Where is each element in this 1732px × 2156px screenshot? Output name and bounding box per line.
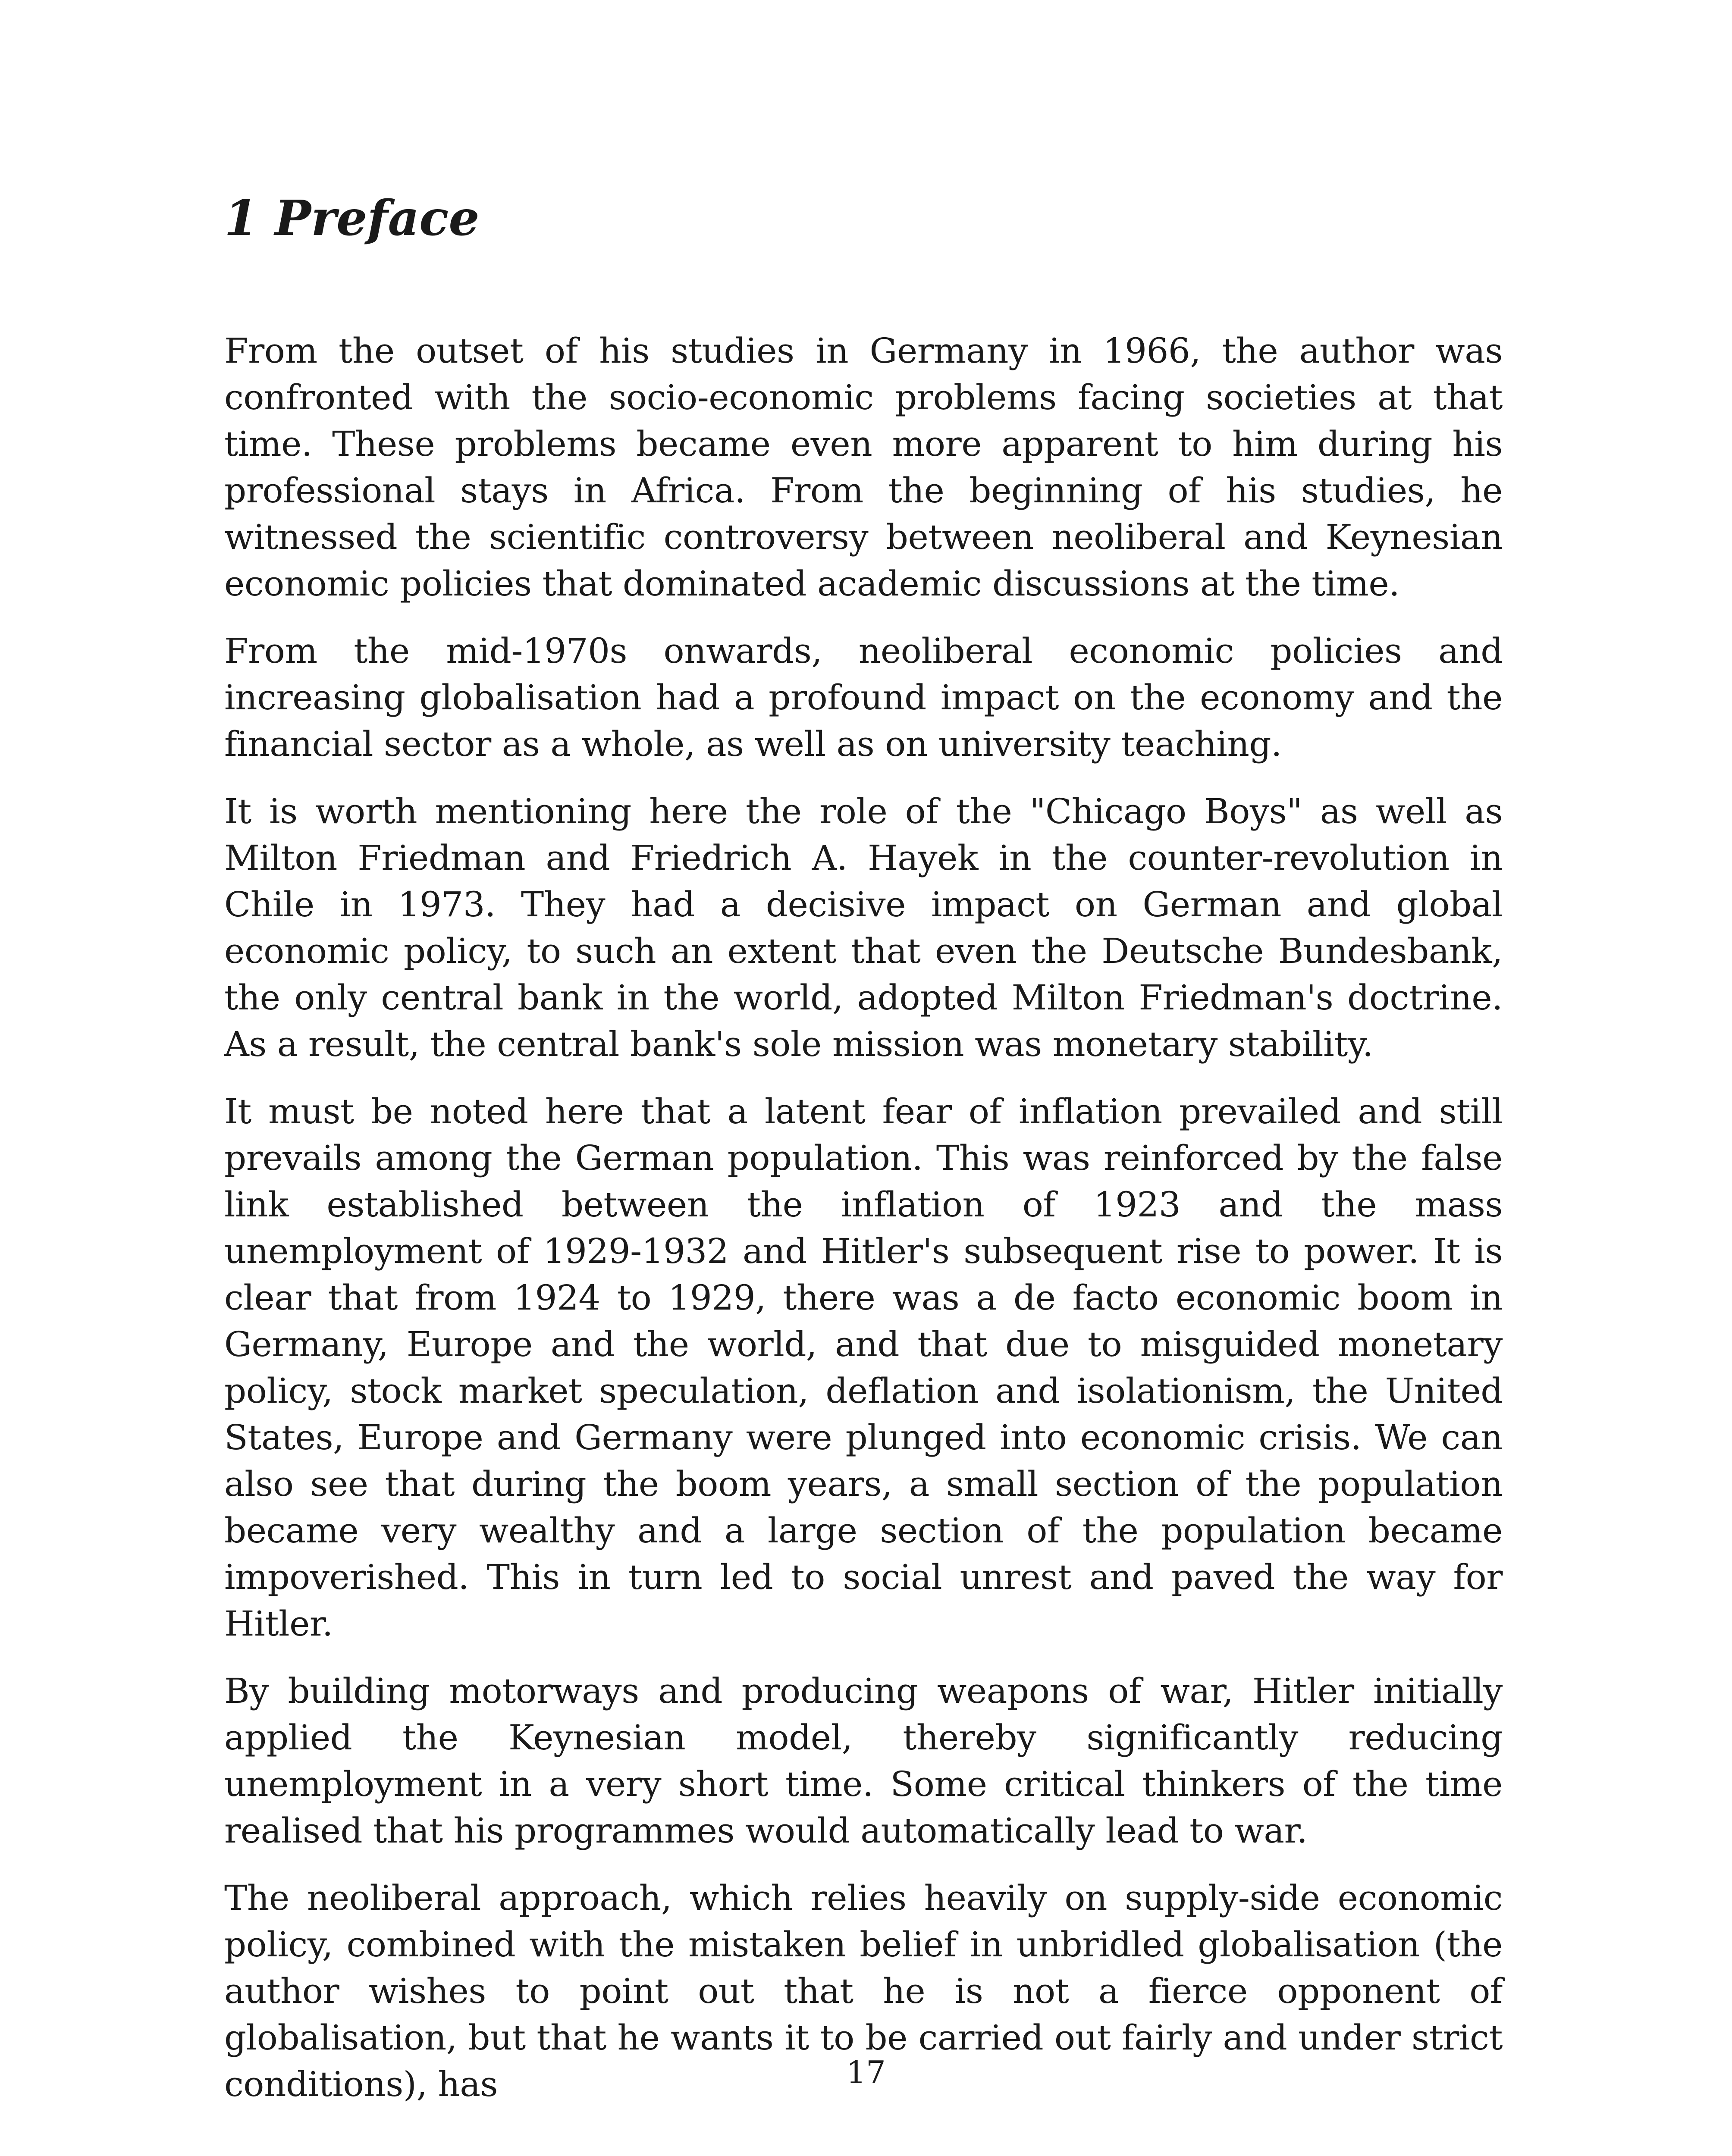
paragraph: The neoliberal approach, which relies heavily on supply-side economic policy, combined with the mistaken belief in unbridled globalisation (the author wishes to point out that he is not a fierce opponent of globalisation, but that he wants it to be carried out fairly and under strict conditions), has [224, 1878, 1503, 2104]
page-number: 17 [846, 2054, 886, 2090]
paragraph: From the mid-1970s onwards, neoliberal economic policies and increasing globalisation had a profound impact on the economy and the financial sector as a whole, as well as on university teaching. [224, 631, 1503, 764]
chapter-title: 1 Preface [224, 190, 480, 247]
paragraph: It must be noted here that a latent fear of inflation prevailed and still prevails among the German population. This was reinforced by the false link established between the inflation of 1923 and the mass unemployment of 1929-1932 and Hitler's subsequent rise to power. It is clear that from 1924 to 1929, there was a de facto economic boom in Germany, Europe and the world, and that due to misguided monetary policy, stock market speculation, deflation and isolationism, the United States, Europe and Germany were plunged into economic crisis. We can also see that during the boom years, a small section of the population became very wealthy and a large section of the population became impoverished. This in turn led to social unrest and paved the way for Hitler. [224, 1091, 1503, 1644]
body-text [224, 328, 1503, 2128]
paragraph: It is worth mentioning here the role of the "Chicago Boys" as well as Milton Friedman and Friedrich A. Hayek in the counter-revolution in Chile in 1973. They had a decisive impact on German and global economic policy, to such an extent that even the Deutsche Bundesbank, the only central bank in the world, adopted Milton Friedman's doctrine. As a result, the central bank's sole mission was monetary stability. [224, 791, 1503, 1064]
paragraph: From the outset of his studies in Germany in 1966, the author was confronted with the socio-economic problems facing societies at that time. These problems became even more apparent to him during his professional stays in Africa. From the beginning of his studies, he witnessed the scientific controversy between neoliberal and Keynesian economic policies that dominated academic discussions at the time. [224, 331, 1503, 604]
paragraph: By building motorways and producing weapons of war, Hitler initially applied the Keynesian model, thereby significantly reducing unemployment in a very short time. Some critical thinkers of the time realised that his programmes would automatically lead to war. [224, 1671, 1503, 1851]
